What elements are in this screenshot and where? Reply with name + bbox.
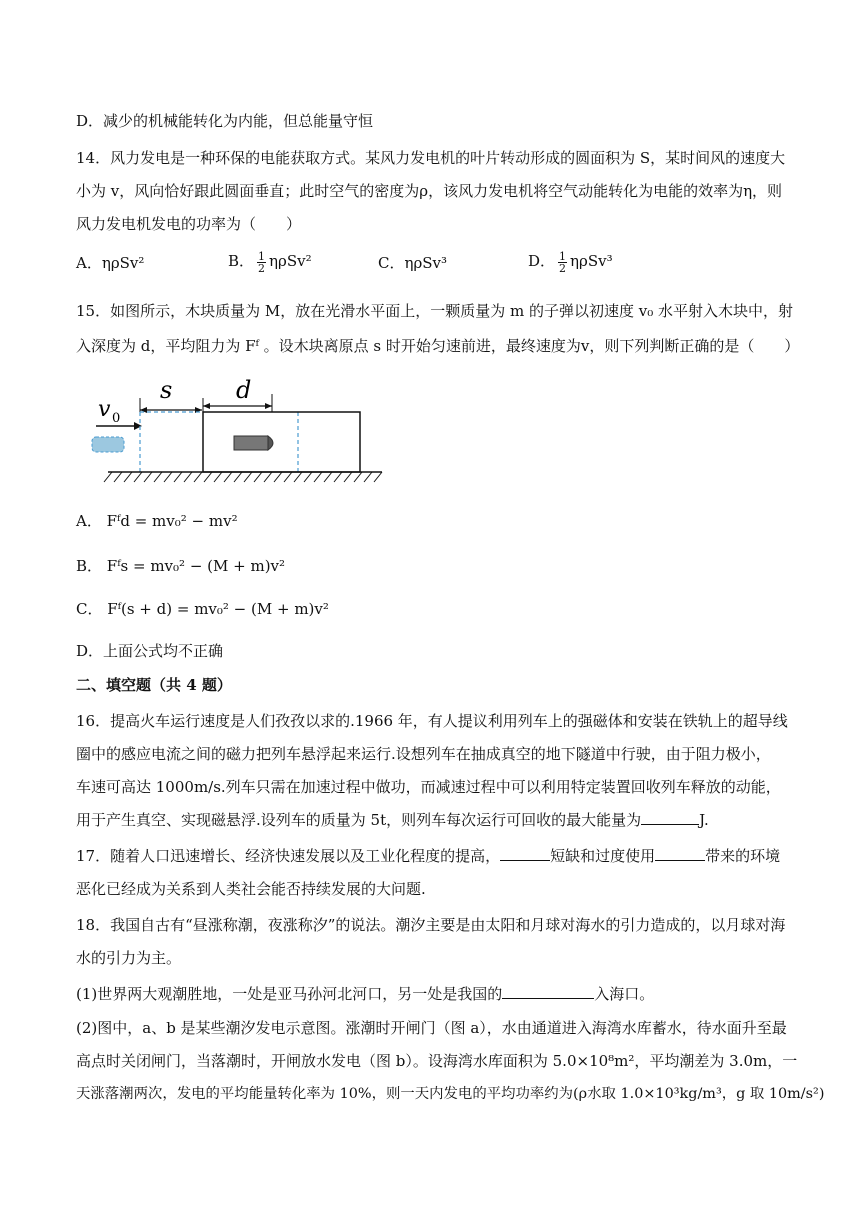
- depth-d-label: d: [236, 376, 252, 404]
- q18-sub1-post: 入海口。: [594, 985, 655, 1003]
- fraction-half: [257, 251, 266, 274]
- q16-answer-blank[interactable]: [641, 810, 699, 825]
- q14-option-c: C．ηρSv³: [378, 254, 448, 272]
- q15-option-c: C． Fᶠ(s + d) = mv₀² − (M + m)v²: [76, 600, 329, 618]
- fraction-numerator: 1: [559, 249, 567, 263]
- q14-stem-line1: 14．风力发电是一种环保的电能获取方式。某风力发电机的叶片转动形成的圆面积为 S，某时间风的速度大: [76, 149, 786, 167]
- q18-answer-blank[interactable]: [502, 984, 594, 999]
- q17-answer-blank-2[interactable]: [655, 846, 705, 861]
- velocity-label: v: [98, 397, 111, 422]
- q14-option-b: [228, 250, 312, 274]
- fraction-denominator: 2: [559, 261, 567, 275]
- d-arrowhead-right: [265, 403, 272, 409]
- q14-option-b-prefix: B．: [228, 252, 255, 270]
- q14-option-d: [528, 250, 613, 274]
- d-arrowhead-left: [203, 403, 210, 409]
- fraction-denominator: 2: [258, 261, 266, 275]
- q14-stem-line2: 小为 v，风向恰好跟此圆面垂直；此时空气的密度为ρ，该风力发电机将空气动能转化为电能的效率为η，则: [76, 182, 783, 200]
- q16-line4-unit: J.: [699, 811, 709, 829]
- bullet-initial-position: [92, 437, 124, 452]
- q15-option-b: B． Fᶠs = mv₀² − (M + m)v²: [76, 557, 286, 575]
- q18-sub1: [76, 983, 654, 1005]
- q16-stem-line1: 16．提高火车运行速度是人们孜孜以求的.1966 年，有人提议利用列车上的强磁体和安装在铁轨上的超导线: [76, 712, 788, 730]
- q18-stem-line1: 18．我国自古有“昼涨称潮，夜涨称汐”的说法。潮汐主要是由太阳和月球对海水的引力造成的，以月球对海: [76, 916, 786, 934]
- q17-answer-blank-1[interactable]: [500, 846, 550, 861]
- q18-sub2-line3: 天涨落潮两次，发电的平均能量转化率为 10%，则一天内发电的平均功率约为(ρ水取 1.0×10³kg/m³，g 取 10m/s²): [76, 1086, 825, 1102]
- q16-stem-line3: 车速可高达 1000m/s.列车只需在加速过程中做功，而减速过程中可以利用特定装置回收列车释放的动能，: [76, 778, 781, 796]
- q17-text-a: 17．随着人口迅速增长、经济快速发展以及工业化程度的提高，: [76, 847, 501, 865]
- q18-sub2-line1: (2)图中，a、b 是某些潮汐发电示意图。涨潮时开闸门（图 a），水由通道进入海湾水库蓄水，待水面升至最: [76, 1019, 787, 1037]
- q15-option-d: D．上面公式均不正确: [76, 642, 224, 660]
- q17-text-c: 带来的环境: [705, 847, 781, 865]
- velocity-subscript: 0: [112, 411, 121, 426]
- q18-sub1-text: (1)世界两大观潮胜地，一处是亚马孙河北河口，另一处是我国的: [76, 985, 503, 1003]
- q14-stem-line3: 风力发电机发电的功率为（ ）: [76, 215, 302, 233]
- q17-stem-line1: [76, 845, 780, 867]
- bullet-tip: [268, 436, 273, 450]
- velocity-arrowhead: [134, 422, 142, 430]
- bullet-block-diagram: [90, 368, 390, 490]
- q13-option-d: D．减少的机械能转化为内能，但总能量守恒: [76, 112, 374, 130]
- q14-option-b-expr: ηρSv²: [269, 252, 312, 270]
- fraction-numerator: 1: [258, 249, 266, 263]
- q16-stem-line2: 圈中的感应电流之间的磁力把列车悬浮起来运行.设想列车在抽成真空的地下隧道中行驶，由于阻力极小，: [76, 745, 771, 763]
- q16-line4-text: 用于产生真空、实现磁悬浮.设列车的质量为 5t，则列车每次运行可回收的最大能量为: [76, 811, 642, 829]
- wooden-block: [203, 412, 360, 472]
- q14-option-d-expr: ηρSv³: [570, 252, 613, 270]
- fraction-half: [558, 251, 567, 274]
- q15-option-a: A． Fᶠd = mv₀² − mv²: [76, 512, 238, 530]
- q15-stem-line1: 15．如图所示，木块质量为 M，放在光滑水平面上，一颗质量为 m 的子弹以初速度 v₀ 水平射入木块中，射: [76, 302, 794, 320]
- q14-option-d-prefix: D．: [528, 252, 556, 270]
- q17-stem-line2: 恶化已经成为关系到人类社会能否持续发展的大问题.: [76, 880, 426, 898]
- section-heading-fill-blank: 二、填空题（共 4 题）: [76, 676, 232, 694]
- q15-stem-line2: 入深度为 d，平均阻力为 Fᶠ 。设木块离原点 s 时开始匀速前进，最终速度为v，则下列判断正确的是（ ）: [76, 337, 800, 355]
- q17-text-b: 短缺和过度使用: [550, 847, 656, 865]
- embedded-bullet: [234, 436, 268, 450]
- ground-hatching: [104, 472, 382, 482]
- q16-stem-line4: [76, 809, 709, 831]
- q18-sub2-line2: 高点时关闭闸门，当落潮时，开闸放水发电（图 b）。设海湾水库面积为 5.0×10⁸m²，平均潮差为 3.0m，一: [76, 1052, 798, 1070]
- q18-stem-line2: 水的引力为主。: [76, 949, 182, 967]
- q14-option-a: A．ηρSv²: [76, 254, 145, 272]
- distance-s-label: s: [160, 376, 173, 404]
